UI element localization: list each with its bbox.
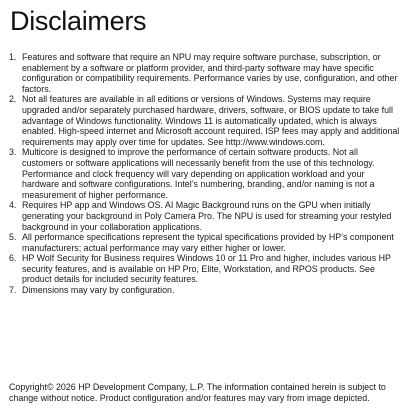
disclaimer-item — [9, 285, 401, 296]
disclaimer-number: 2. — [9, 94, 17, 105]
page-title: Disclaimers — [10, 6, 147, 36]
disclaimer-item — [9, 200, 401, 232]
disclaimer-item — [9, 94, 401, 147]
disclaimer-text: Dimensions may vary by configuration. — [22, 285, 175, 296]
disclaimer-number: 6. — [9, 253, 17, 264]
disclaimer-text: Multicore is designed to improve the performance of certain software products. Not all customers or software applications will necessarily benefit from the use of this technology. Performance and clock frequency will vary depending on application workload and your hardware and software configurations. Intel’s numbering, branding, and/or naming is not a measurement of higher performance. — [22, 147, 375, 200]
disclaimer-text: Requires HP app and Windows OS. AI Magic Background runs on the GPU when initially generating your background in Poly Camera Pro. The NPU is used for streaming your restyled background in your collaboration applications. — [22, 200, 392, 232]
disclaimer-text: Not all features are available in all editions or versions of Windows. Systems may require upgraded and/or separately purchased hardware, drivers, software, or BIOS update to take full advantage of Windows functionality. Windows 11 is automatically updated, which is always enabled. High-speed internet and Microsoft account required. ISP fees may apply and additional requirements may apply over time for updates. See http://www.windows.com. — [22, 94, 400, 147]
copyright-notice: Copyright© 2026 HP Development Company, L.P. The information contained herein is subject to change without notice. Product configuration and/or features may vary from image depicted. — [9, 382, 386, 403]
disclaimer-list — [9, 52, 401, 296]
disclaimer-number: 3. — [9, 147, 17, 158]
disclaimer-item — [9, 52, 401, 94]
disclaimer-text: HP Wolf Security for Business requires Windows 10 or 11 Pro and higher, includes various HP security features, and is available on HP Pro, Elite, Workstation, and RPOS products. See product details for included security features. — [22, 253, 391, 285]
disclaimer-text: Features and software that require an NPU may require software purchase, subscription, or enablement by a software or platform provider, and third-party software may have specific configuration or compatibility requirements. Performance varies by use, configuration, and other factors. — [22, 52, 398, 94]
disclaimer-item — [9, 253, 401, 285]
disclaimer-number: 7. — [9, 285, 17, 296]
disclaimer-number: 1. — [9, 52, 17, 62]
disclaimer-item — [9, 232, 401, 253]
disclaimer-item — [9, 147, 401, 200]
disclaimer-text: All performance specifications represent the typical specifications provided by HP’s component manufacturers; actual performance may vary either higher or lower. — [22, 232, 394, 253]
disclaimer-number: 5. — [9, 232, 17, 243]
disclaimer-number: 4. — [9, 200, 17, 211]
